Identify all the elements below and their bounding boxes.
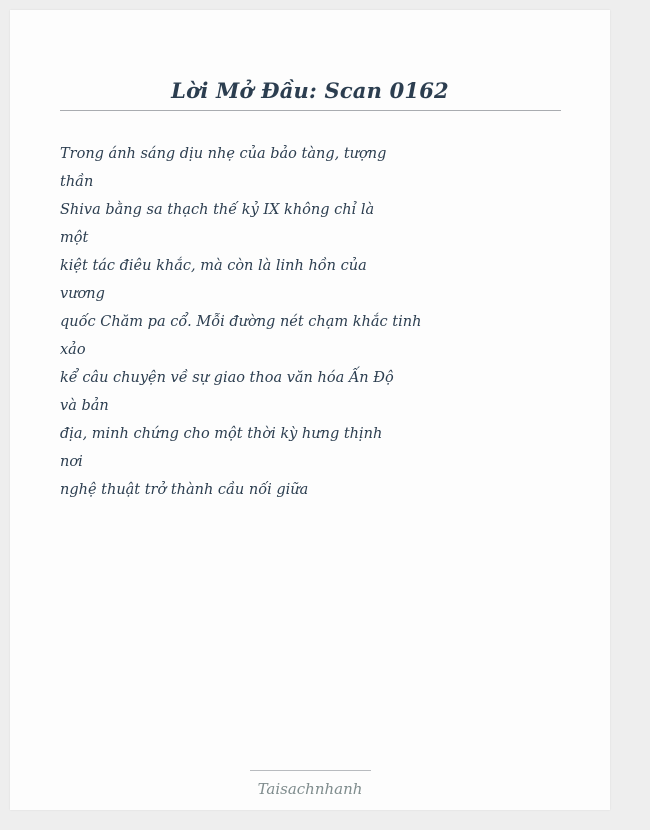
text-line: và bản [60, 398, 109, 414]
text-line: nơi [60, 454, 83, 470]
text-line: nghệ thuật trở thành cầu nối giữa [60, 482, 309, 498]
document-page [10, 10, 610, 810]
text-line: Trong ánh sáng dịu nhẹ của bảo tàng, tượng [60, 146, 387, 162]
footer-divider [250, 770, 371, 771]
title-divider [60, 110, 561, 111]
text-line: một [60, 230, 89, 246]
body-text [60, 140, 422, 504]
text-line: vương [60, 286, 105, 302]
text-line: quốc Chăm pa cổ. Mỗi đường nét chạm khắc tinh [60, 314, 422, 330]
page-title: Lời Mở Đầu: Scan 0162 [171, 78, 449, 103]
text-line: xảo [60, 342, 86, 358]
text-line: thần [60, 174, 94, 190]
text-line: kiệt tác điêu khắc, mà còn là linh hồn của [60, 258, 367, 274]
text-line: địa, minh chứng cho một thời kỳ hưng thịnh [60, 426, 383, 442]
footer-brand: Taisachnhanh [257, 780, 363, 798]
text-line: Shiva bằng sa thạch thế kỷ IX không chỉ là [60, 202, 375, 218]
text-line: kể câu chuyện về sự giao thoa văn hóa Ấn Độ [60, 370, 394, 386]
